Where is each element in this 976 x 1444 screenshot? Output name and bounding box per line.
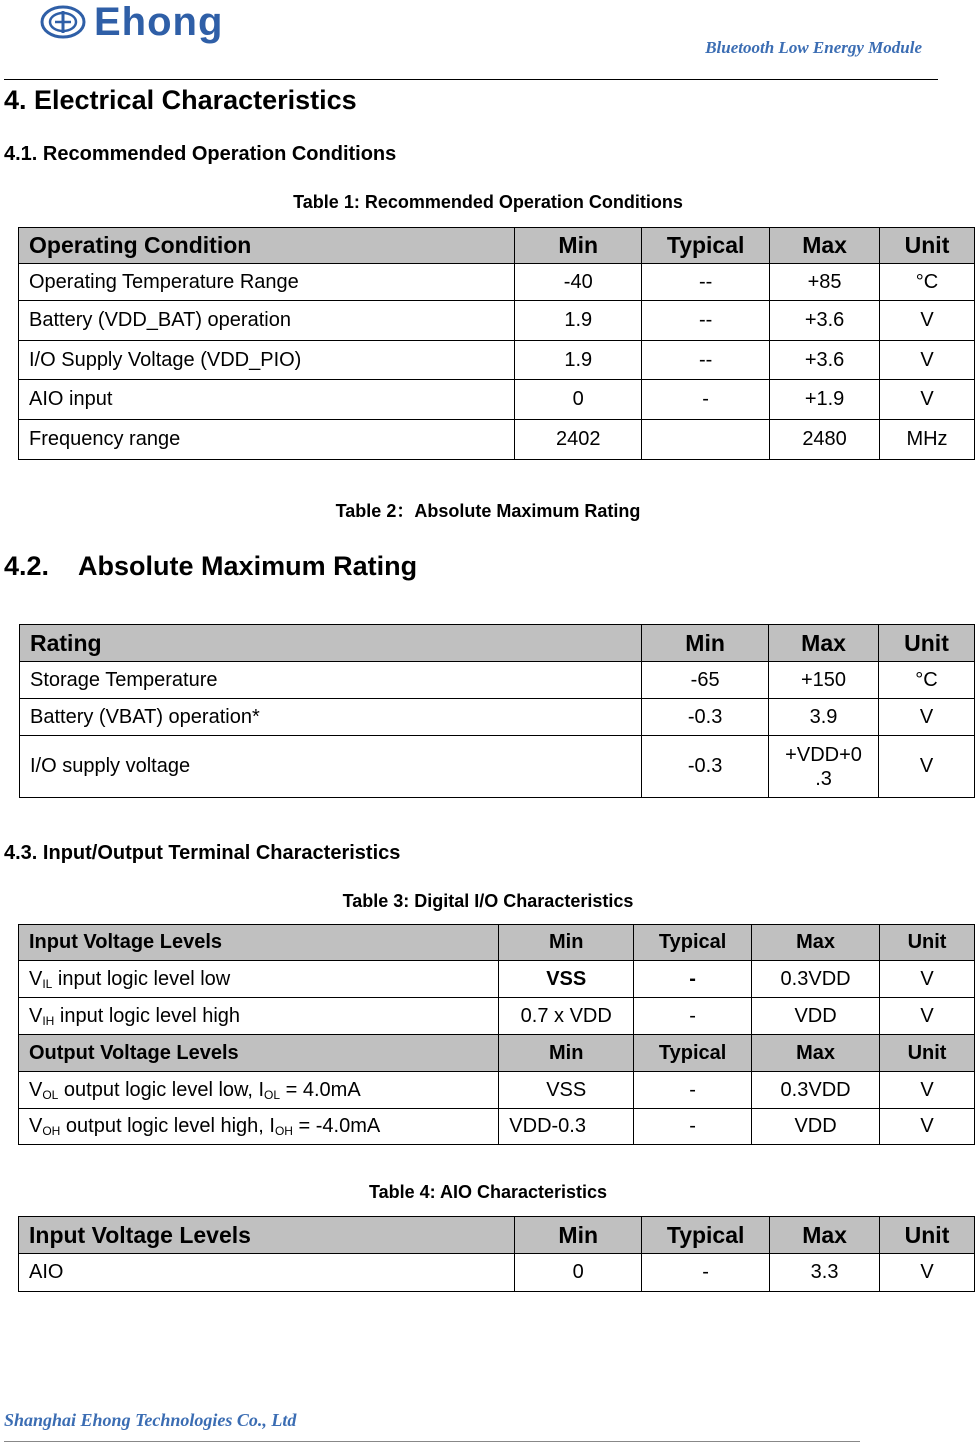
cell: °C [879,662,975,699]
cell-line: +VDD+0 [785,743,862,766]
subscript: IL [42,976,53,991]
cell: -40 [515,264,642,301]
cell: +85 [770,264,880,301]
col-header: Unit [880,1217,975,1254]
cell: VDD-0.3 [499,1109,634,1145]
col-header: Max [770,1217,880,1254]
table-row [19,1072,975,1109]
col-header: Min [515,228,642,264]
cell: -65 [642,662,769,699]
col-header: Max [769,625,879,662]
cell: 0 [515,380,642,420]
table1-caption: Table 1: Recommended Operation Conditions [293,192,683,212]
cell: +3.6 [770,301,880,341]
table-row [19,1109,975,1145]
symbol: V [29,1004,43,1027]
col-header: Max [752,925,880,961]
label: = 4.0mA [280,1078,361,1101]
cell: 1.9 [515,341,642,380]
subscript: IH [42,1013,55,1028]
cell: - [634,1072,752,1109]
col-header: Output Voltage Levels [19,1035,499,1072]
table-row [19,998,975,1035]
ehong-logo-icon [40,5,86,39]
cell: 0.3VDD [752,1072,880,1109]
table-header-row [19,228,975,264]
col-header: Input Voltage Levels [19,1217,515,1254]
cell: 2480 [770,420,880,460]
table3-caption: Table 3: Digital I/O Characteristics [342,891,634,911]
cell: V [880,301,975,341]
col-header: Typical [634,925,752,961]
label: input logic level high [54,1004,241,1027]
col-header: Rating [20,625,642,662]
symbol: V [29,1078,43,1101]
table-header-row [19,1035,975,1072]
col-header: Typical [642,1217,770,1254]
footer-divider [4,1441,860,1442]
subscript: OH [42,1124,61,1138]
cell: - [642,380,770,420]
cell: V [880,998,975,1035]
label: output logic level high, I [60,1115,275,1137]
cell: Operating Temperature Range [19,264,515,301]
col-header: Min [642,625,769,662]
col-header: Min [515,1217,642,1254]
header-divider [4,79,938,80]
cell [769,736,879,798]
table2-caption: Table 2：Absolute Maximum Rating [335,501,641,521]
cell: V [879,699,975,736]
cell: VDD [752,1109,880,1145]
cell: V [880,1254,975,1292]
cell-line: .3 [815,767,832,790]
header-subtitle: Bluetooth Low Energy Module [705,38,922,57]
subsection-title-4-1: 4.1. Recommended Operation Conditions [4,143,397,165]
table-row [19,380,975,420]
cell: +150 [769,662,879,699]
symbol: V [29,1115,43,1137]
table-absolute-maximum [19,624,975,798]
col-header: Unit [880,925,975,961]
col-header: Min [499,1035,634,1072]
cell: -- [642,301,770,341]
cell: AIO input [19,380,515,420]
table-row [19,264,975,301]
cell: 0.7 x VDD [499,998,634,1035]
table-row [19,420,975,460]
cell: 3.9 [769,699,879,736]
cell: -0.3 [642,699,769,736]
table-row [20,699,975,736]
brand-logo [40,2,223,42]
table-header-row [19,1217,975,1254]
cell: MHz [880,420,975,460]
cell: 3.3 [770,1254,880,1292]
cell [19,1109,499,1145]
cell: Battery (VBAT) operation* [20,699,642,736]
cell: -- [642,264,770,301]
cell: V [880,1109,975,1145]
cell: I/O Supply Voltage (VDD_PIO) [19,341,515,380]
subscript: OL [42,1087,59,1102]
footer-company: Shanghai Ehong Technologies Co., Ltd [4,1410,297,1430]
label: = -4.0mA [292,1115,381,1137]
subscript: OH [274,1124,293,1138]
col-header: Max [770,228,880,264]
cell: V [880,380,975,420]
cell: V [880,341,975,380]
symbol: V [29,967,43,990]
cell: 0.3VDD [752,961,880,998]
cell: 0 [515,1254,642,1292]
cell [19,1072,499,1109]
label: output logic level low, I [58,1078,265,1101]
cell: -- [642,341,770,380]
section-title: 4. Electrical Characteristics [4,85,357,115]
cell: - [642,1254,770,1292]
subscript: OL [264,1087,281,1102]
cell [642,420,770,460]
cell: AIO [19,1254,515,1292]
cell: V [879,736,975,798]
cell: VSS [499,961,634,998]
cell: -0.3 [642,736,769,798]
cell: °C [880,264,975,301]
table-header-row [20,625,975,662]
table-row [19,301,975,341]
cell: +1.9 [770,380,880,420]
cell: - [634,961,752,998]
col-header: Unit [880,1035,975,1072]
cell: VSS [499,1072,634,1109]
cell: Battery (VDD_BAT) operation [19,301,515,341]
col-header: Min [499,925,634,961]
table-row [20,662,975,699]
col-header: Operating Condition [19,228,515,264]
table-row [19,961,975,998]
col-header: Unit [879,625,975,662]
table-header-row [19,925,975,961]
label: input logic level low [52,967,231,990]
table4-caption: Table 4: AIO Characteristics [368,1182,608,1202]
table-row [19,1254,975,1292]
cell: VDD [752,998,880,1035]
cell: 2402 [515,420,642,460]
subsection-title-4-2: 4.2. Absolute Maximum Rating [4,551,418,581]
cell: I/O supply voltage [20,736,642,798]
table-row [20,736,975,798]
cell: V [880,961,975,998]
cell [19,998,499,1035]
cell: - [634,1109,752,1145]
col-header: Unit [880,228,975,264]
cell: 1.9 [515,301,642,341]
col-header: Typical [642,228,770,264]
cell: V [880,1072,975,1109]
cell: Storage Temperature [20,662,642,699]
table-digital-io [18,924,975,1145]
cell [19,961,499,998]
col-header: Max [752,1035,880,1072]
table-aio [18,1216,975,1292]
cell: - [634,998,752,1035]
col-header: Typical [634,1035,752,1072]
brand-name: Ehong [94,0,224,44]
cell: +3.6 [770,341,880,380]
col-header: Input Voltage Levels [19,925,499,961]
table-recommended-operation [18,227,975,460]
subsection-title-4-3: 4.3. Input/Output Terminal Characteristics [4,842,401,864]
table-row [19,341,975,380]
cell: Frequency range [19,420,515,460]
